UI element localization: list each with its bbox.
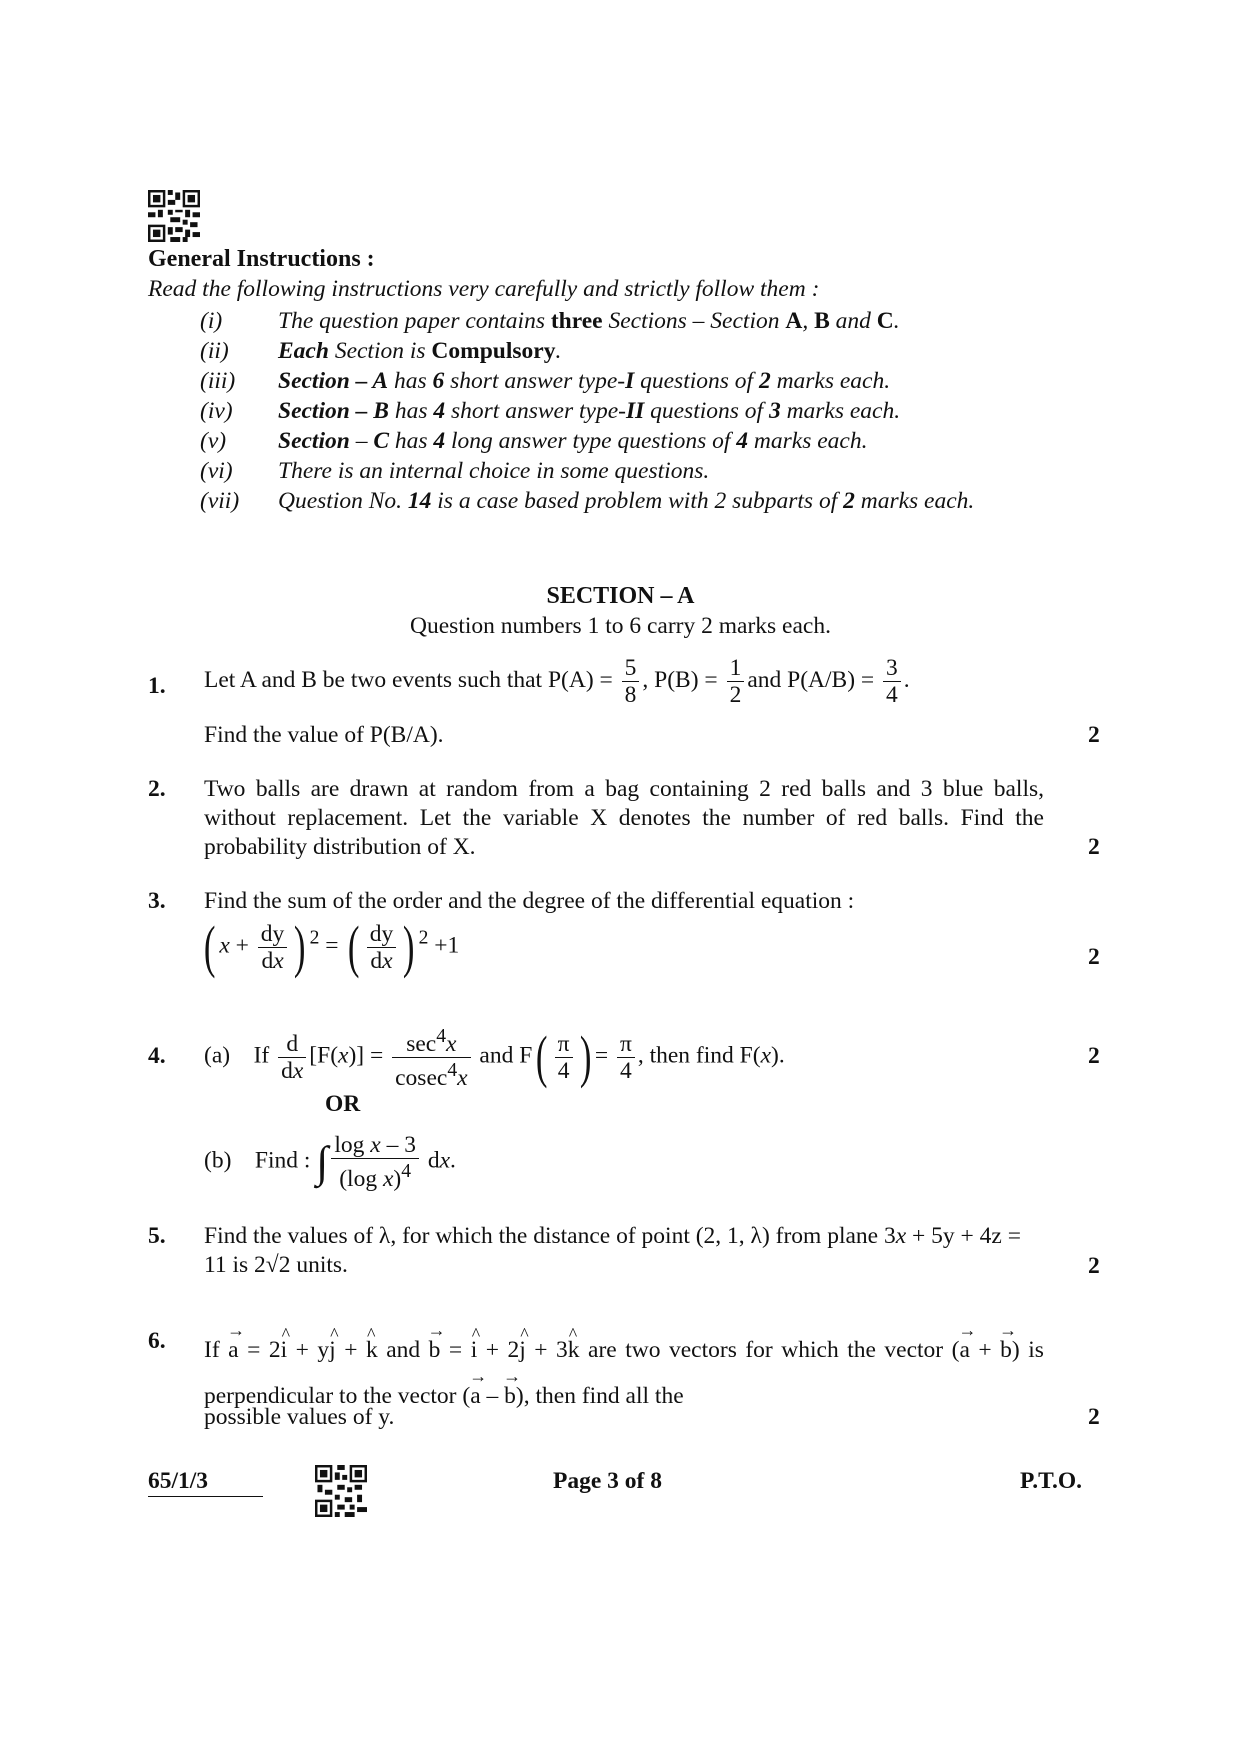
question-number: 4. (148, 1043, 166, 1069)
general-instructions-title: General Instructions : (148, 246, 375, 272)
question-text: Find the values of λ, for which the distance of point (2, 1, λ) from plane 3x + 5y + 4z = 11 is 2√2 units. (204, 1223, 1021, 1278)
paper-code: 65/1/3 (148, 1468, 209, 1494)
divider (148, 1496, 263, 1497)
marks: 2 (1088, 834, 1100, 860)
qr-code-icon (148, 190, 200, 242)
question-text: Let A and B be two events such that P(A) = $\frac{5}{8}$ , P(B) = $\frac{1}{2}$ and P(A/B) = $\frac{3}{4}$ . (204, 655, 910, 708)
question-number: 3. (148, 888, 166, 914)
question-number: 2. (148, 776, 166, 802)
general-instructions-lead: Read the following instructions very carefully and strictly follow them : (148, 276, 820, 302)
question-number: 1. (148, 673, 166, 699)
section-subtitle: Question numbers 1 to 6 carry 2 marks each. (410, 613, 831, 639)
page-number: Page 3 of 8 (553, 1468, 662, 1494)
question-part-a: (a) If $\frac{d}{dx}$ [F(x)] = $\frac{\sec^4x}{cosec^4x}$ and F( $\frac{\pi}{4}$ ) = $\frac{\pi}{4}$ , then find F(x). (204, 1024, 785, 1091)
question-text-line: possible values of y. (204, 1404, 395, 1430)
qr-code-icon (315, 1465, 367, 1517)
marks: 2 (1088, 1043, 1100, 1069)
question-text: If → a = 2^ i + y^ j + ^ k and → b = ^ i + 2^ j + 3^ k are two vectors for which the vector (→ a + → b) is perpendicular to the vector (→ a – → b), then find all the (204, 1327, 1044, 1419)
marks: 2 (1088, 722, 1100, 748)
question-part-b: (b) Find : ∫ $\frac{\text{log x – 3}}{(\log x)^4}$ dx. (204, 1132, 456, 1192)
pto-label: P.T.O. (1020, 1468, 1083, 1494)
question-number: 5. (148, 1223, 166, 1249)
marks: 2 (1088, 1253, 1100, 1279)
marks: 2 (1088, 944, 1100, 970)
equation: ( x + $\frac{dy}{dx}$ ) $^2$ = ( $\frac{dy}{dx}$ ) $^2$ +1 (203, 914, 460, 979)
or-label: OR (325, 1091, 361, 1117)
section-title: SECTION – A (546, 583, 695, 609)
question-text: Two balls are drawn at random from a bag containing 2 red balls and 3 blue balls, without replacement. Let the variable X denotes the number of red balls. Find the probability distribution of X. (204, 776, 1044, 860)
question-text: Find the sum of the order and the degree of the differential equation : (204, 888, 855, 914)
question-text-line: Find the value of P(B/A). (204, 722, 444, 748)
marks: 2 (1088, 1404, 1100, 1430)
question-number: 6. (148, 1328, 166, 1354)
